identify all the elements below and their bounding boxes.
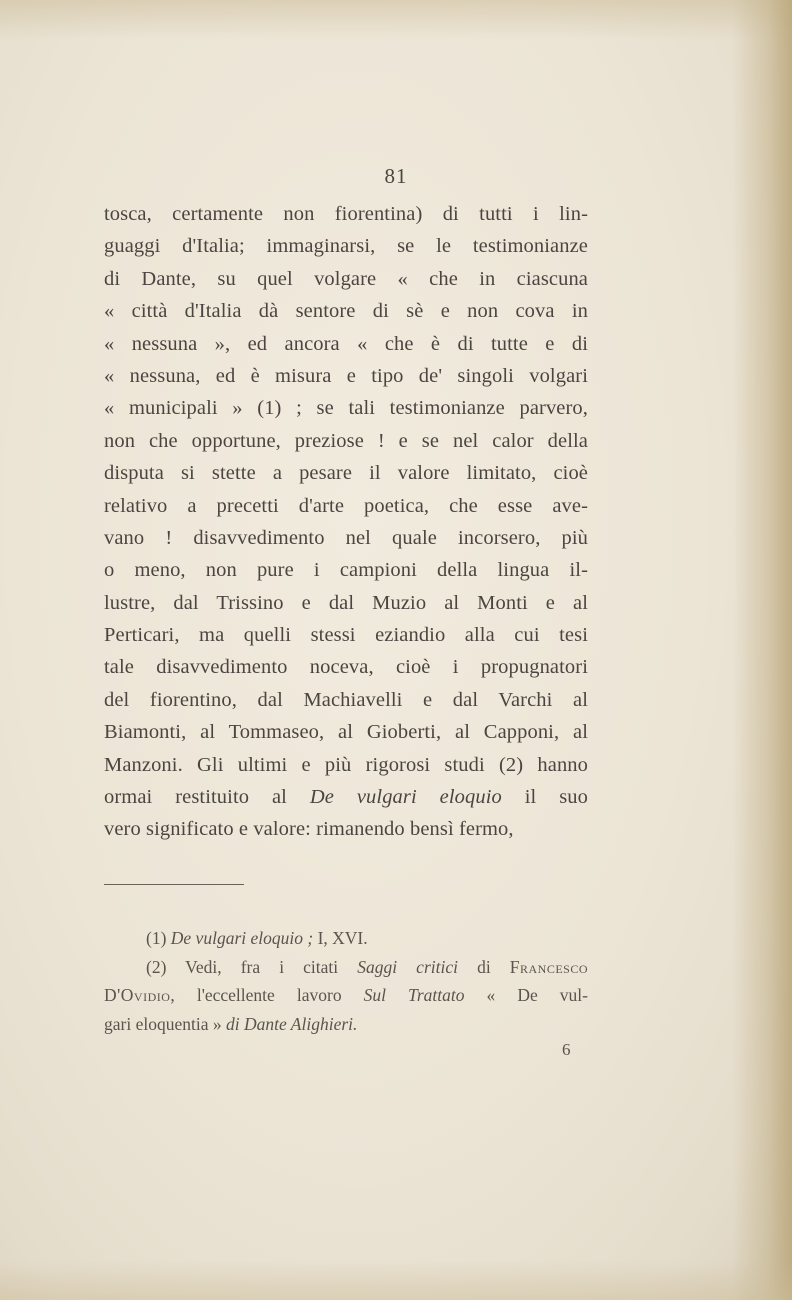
body-line: o meno, non pure i campioni della lingua il- <box>104 559 588 582</box>
footnote-text: , l'eccellente lavoro <box>170 985 364 1005</box>
body-line: « città d'Italia dà sentore di sè e non cova in <box>104 300 588 323</box>
italic-title: Saggi critici <box>357 956 458 977</box>
footnote-text: di <box>457 956 510 977</box>
body-line: non che opportune, preziose ! e se nel calor della <box>104 429 588 452</box>
body-line: vero significato e valore: rimanendo bensì fermo, <box>104 818 514 841</box>
body-line: tosca, certamente non fiorentina) di tutti i lin- <box>104 203 588 225</box>
footnote-text: gari eloquentia » <box>104 1013 226 1034</box>
body-line: Biamonti, al Tommaseo, al Gioberti, al Capponi, al <box>104 721 588 744</box>
footnote-1 <box>104 924 588 953</box>
page-number: 81 <box>384 164 408 188</box>
page-bottom-shadow <box>0 1260 792 1300</box>
footnotes <box>104 924 588 1038</box>
page-top-shadow <box>0 0 792 40</box>
body-line: tale disavvedimento noceva, cioè i propugnatori <box>104 656 588 679</box>
body-line: Manzoni. Gli ultimi e più rigorosi studi (2) hanno <box>104 753 588 776</box>
body-line: lustre, dal Trissino e dal Muzio al Monti e al <box>104 591 588 614</box>
footnote-separator <box>104 884 244 885</box>
body-line: vano ! disavvedimento nel quale incorsero, più <box>104 526 588 549</box>
footnote-text: (2) Vedi, fra i citati <box>146 956 358 977</box>
body-line <box>104 781 588 813</box>
footnote-text: « De vul- <box>464 985 588 1005</box>
body-line: « nessuna, ed è misura e tipo de' singoli volgari <box>104 364 588 387</box>
body-line: guaggi d'Italia; immaginarsi, se le testimonianze <box>104 235 588 258</box>
body-line: « nessuna », ed ancora « che è di tutte e di <box>104 332 588 355</box>
body-line: relativo a precetti d'arte poetica, che esse ave- <box>104 494 588 517</box>
footnote-2-line-3 <box>104 1010 588 1039</box>
footnote-2-line-2 <box>104 981 588 1010</box>
italic-title: De vulgari eloquio <box>309 786 502 809</box>
footnote-text: I, XVI. <box>313 928 368 948</box>
italic-title: Sul Trattato <box>363 985 465 1005</box>
italic-title: di Dante Alighieri. <box>225 1013 358 1034</box>
body-line-text: il suo <box>501 786 588 809</box>
body-line: « municipali » (1) ; se tali testimonianze parvero, <box>104 397 588 420</box>
body-line: Perticari, ma quelli stessi eziandio alla cui tesi <box>104 624 588 647</box>
author-name: Francesco <box>509 956 589 977</box>
footnote-marker: (1) <box>146 928 171 948</box>
body-line-text: ormai restituito al <box>104 786 310 809</box>
author-name: D'Ovidio <box>104 985 171 1005</box>
italic-title: De vulgari eloquio ; <box>170 928 314 948</box>
printer-signature-mark: 6 <box>562 1040 571 1059</box>
body-line: di Dante, su quel volgare « che in ciascuna <box>104 267 588 290</box>
body-line: disputa si stette a pesare il valore limitato, cioè <box>104 462 588 485</box>
page-right-edge-yellowing <box>732 0 792 1300</box>
body-line: del fiorentino, dal Machiavelli e dal Varchi al <box>104 688 588 711</box>
body-text <box>104 198 588 846</box>
footnote-2-line-1 <box>104 953 588 982</box>
